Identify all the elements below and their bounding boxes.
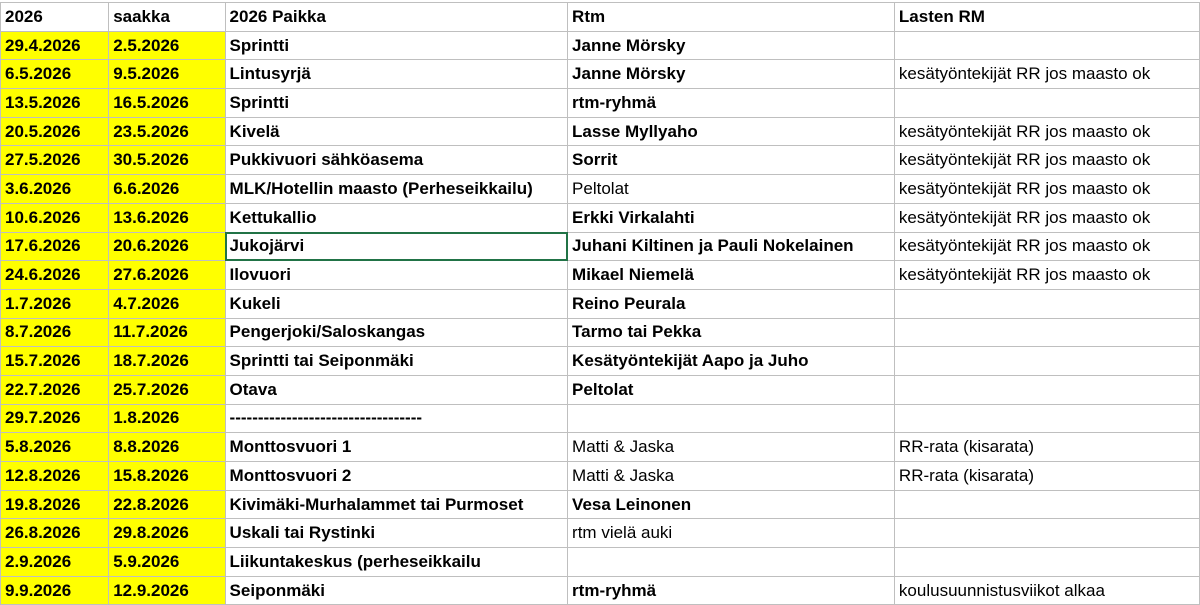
end-date-cell[interactable]: 5.9.2026 <box>109 548 225 577</box>
start-date-cell[interactable]: 27.5.2026 <box>1 146 109 175</box>
place-cell[interactable]: Uskali tai Rystinki <box>225 519 568 548</box>
start-date-cell[interactable]: 19.8.2026 <box>1 490 109 519</box>
end-date-cell[interactable]: 1.8.2026 <box>109 404 225 433</box>
start-date-cell[interactable]: 8.7.2026 <box>1 318 109 347</box>
table-row <box>1 375 1200 404</box>
end-date-cell[interactable]: 29.8.2026 <box>109 519 225 548</box>
place-cell[interactable]: Otava <box>225 375 568 404</box>
rtm-cell[interactable]: Lasse Myllyaho <box>568 117 895 146</box>
start-date-cell[interactable]: 29.4.2026 <box>1 31 109 60</box>
lasten-rm-cell[interactable]: kesätyöntekijät RR jos maasto ok <box>894 203 1199 232</box>
rtm-cell[interactable]: Matti & Jaska <box>568 462 895 491</box>
start-date-cell[interactable]: 6.5.2026 <box>1 60 109 89</box>
end-date-cell[interactable]: 2.5.2026 <box>109 31 225 60</box>
place-cell[interactable]: Ilovuori <box>225 261 568 290</box>
table-row <box>1 548 1200 577</box>
place-cell[interactable]: Sprintti tai Seiponmäki <box>225 347 568 376</box>
start-date-cell[interactable]: 26.8.2026 <box>1 519 109 548</box>
end-date-cell[interactable]: 8.8.2026 <box>109 433 225 462</box>
lasten-rm-cell[interactable]: kesätyöntekijät RR jos maasto ok <box>894 146 1199 175</box>
end-date-cell[interactable]: 20.6.2026 <box>109 232 225 261</box>
table-row <box>1 60 1200 89</box>
place-cell[interactable]: Lintusyrjä <box>225 60 568 89</box>
header-cell-place[interactable]: 2026 Paikka <box>225 3 568 32</box>
place-cell[interactable]: Sprintti <box>225 31 568 60</box>
rtm-cell[interactable]: Reino Peurala <box>568 289 895 318</box>
schedule-table <box>0 2 1200 605</box>
start-date-cell[interactable]: 17.6.2026 <box>1 232 109 261</box>
end-date-cell[interactable]: 16.5.2026 <box>109 89 225 118</box>
place-cell[interactable]: Pukkivuori sähköasema <box>225 146 568 175</box>
rtm-cell[interactable]: rtm-ryhmä <box>568 89 895 118</box>
header-row <box>1 3 1200 32</box>
lasten-rm-cell[interactable] <box>894 89 1199 118</box>
place-cell[interactable]: Liikuntakeskus (perheseikkailu <box>225 548 568 577</box>
end-date-cell[interactable]: 15.8.2026 <box>109 462 225 491</box>
place-cell[interactable]: MLK/Hotellin maasto (Perheseikkailu) <box>225 175 568 204</box>
table-row <box>1 433 1200 462</box>
place-cell[interactable]: Jukojärvi <box>225 232 568 261</box>
start-date-cell[interactable]: 22.7.2026 <box>1 375 109 404</box>
end-date-cell[interactable]: 13.6.2026 <box>109 203 225 232</box>
start-date-cell[interactable]: 5.8.2026 <box>1 433 109 462</box>
end-date-cell[interactable]: 6.6.2026 <box>109 175 225 204</box>
table-row <box>1 146 1200 175</box>
place-cell[interactable]: Pengerjoki/Saloskangas <box>225 318 568 347</box>
place-cell[interactable]: Seiponmäki <box>225 576 568 605</box>
start-date-cell[interactable]: 10.6.2026 <box>1 203 109 232</box>
rtm-cell[interactable]: Peltolat <box>568 175 895 204</box>
table-row <box>1 261 1200 290</box>
lasten-rm-cell[interactable] <box>894 490 1199 519</box>
rtm-cell[interactable] <box>568 404 895 433</box>
lasten-rm-cell[interactable] <box>894 548 1199 577</box>
start-date-cell[interactable]: 24.6.2026 <box>1 261 109 290</box>
end-date-cell[interactable]: 23.5.2026 <box>109 117 225 146</box>
start-date-cell[interactable]: 20.5.2026 <box>1 117 109 146</box>
rtm-cell[interactable]: Kesätyöntekijät Aapo ja Juho <box>568 347 895 376</box>
table-row <box>1 576 1200 605</box>
header-cell-start[interactable]: 2026 <box>1 3 109 32</box>
lasten-rm-cell[interactable]: kesätyöntekijät RR jos maasto ok <box>894 117 1199 146</box>
lasten-rm-cell[interactable] <box>894 404 1199 433</box>
rtm-cell[interactable]: rtm-ryhmä <box>568 576 895 605</box>
end-date-cell[interactable]: 30.5.2026 <box>109 146 225 175</box>
lasten-rm-cell[interactable] <box>894 375 1199 404</box>
rtm-cell[interactable]: Janne Mörsky <box>568 60 895 89</box>
header-cell-end[interactable]: saakka <box>109 3 225 32</box>
lasten-rm-cell[interactable] <box>894 347 1199 376</box>
start-date-cell[interactable]: 15.7.2026 <box>1 347 109 376</box>
table-row <box>1 31 1200 60</box>
rtm-cell[interactable]: rtm vielä auki <box>568 519 895 548</box>
lasten-rm-cell[interactable] <box>894 289 1199 318</box>
end-date-cell[interactable]: 12.9.2026 <box>109 576 225 605</box>
start-date-cell[interactable]: 3.6.2026 <box>1 175 109 204</box>
lasten-rm-cell[interactable]: RR-rata (kisarata) <box>894 433 1199 462</box>
start-date-cell[interactable]: 29.7.2026 <box>1 404 109 433</box>
rtm-cell[interactable]: Janne Mörsky <box>568 31 895 60</box>
header-cell-rtm[interactable]: Rtm <box>568 3 895 32</box>
table-row <box>1 117 1200 146</box>
rtm-cell[interactable]: Juhani Kiltinen ja Pauli Nokelainen <box>568 232 895 261</box>
end-date-cell[interactable]: 25.7.2026 <box>109 375 225 404</box>
place-cell[interactable]: Kivelä <box>225 117 568 146</box>
start-date-cell[interactable]: 9.9.2026 <box>1 576 109 605</box>
table-row <box>1 404 1200 433</box>
table-row <box>1 289 1200 318</box>
table-row <box>1 519 1200 548</box>
end-date-cell[interactable]: 22.8.2026 <box>109 490 225 519</box>
rtm-cell[interactable]: Mikael Niemelä <box>568 261 895 290</box>
place-cell[interactable]: Sprintti <box>225 89 568 118</box>
lasten-rm-cell[interactable]: RR-rata (kisarata) <box>894 462 1199 491</box>
rtm-cell[interactable]: Erkki Virkalahti <box>568 203 895 232</box>
lasten-rm-cell[interactable] <box>894 519 1199 548</box>
lasten-rm-cell[interactable]: kesätyöntekijät RR jos maasto ok <box>894 232 1199 261</box>
place-cell[interactable]: Kivimäki-Murhalammet tai Purmoset <box>225 490 568 519</box>
rtm-cell[interactable]: Vesa Leinonen <box>568 490 895 519</box>
table-row <box>1 232 1200 261</box>
rtm-cell[interactable]: Peltolat <box>568 375 895 404</box>
start-date-cell[interactable]: 13.5.2026 <box>1 89 109 118</box>
end-date-cell[interactable]: 4.7.2026 <box>109 289 225 318</box>
start-date-cell[interactable]: 12.8.2026 <box>1 462 109 491</box>
start-date-cell[interactable]: 1.7.2026 <box>1 289 109 318</box>
place-cell[interactable]: Kettukallio <box>225 203 568 232</box>
end-date-cell[interactable]: 11.7.2026 <box>109 318 225 347</box>
rtm-cell[interactable]: Sorrit <box>568 146 895 175</box>
lasten-rm-cell[interactable]: kesätyöntekijät RR jos maasto ok <box>894 175 1199 204</box>
lasten-rm-cell[interactable]: koulusuunnistusviikot alkaa <box>894 576 1199 605</box>
table-body <box>1 31 1200 605</box>
table-row <box>1 490 1200 519</box>
lasten-rm-cell[interactable] <box>894 318 1199 347</box>
lasten-rm-cell[interactable]: kesätyöntekijät RR jos maasto ok <box>894 60 1199 89</box>
rtm-cell[interactable] <box>568 548 895 577</box>
lasten-rm-cell[interactable]: kesätyöntekijät RR jos maasto ok <box>894 261 1199 290</box>
end-date-cell[interactable]: 18.7.2026 <box>109 347 225 376</box>
place-cell[interactable]: ---------------------------------- <box>225 404 568 433</box>
table-row <box>1 175 1200 204</box>
place-cell[interactable]: Kukeli <box>225 289 568 318</box>
table-row <box>1 89 1200 118</box>
header-cell-lasten-rm[interactable]: Lasten RM <box>894 3 1199 32</box>
rtm-cell[interactable]: Tarmo tai Pekka <box>568 318 895 347</box>
place-cell[interactable]: Monttosvuori 1 <box>225 433 568 462</box>
end-date-cell[interactable]: 9.5.2026 <box>109 60 225 89</box>
end-date-cell[interactable]: 27.6.2026 <box>109 261 225 290</box>
table-row <box>1 203 1200 232</box>
table-row <box>1 347 1200 376</box>
place-cell[interactable]: Monttosvuori 2 <box>225 462 568 491</box>
lasten-rm-cell[interactable] <box>894 31 1199 60</box>
rtm-cell[interactable]: Matti & Jaska <box>568 433 895 462</box>
start-date-cell[interactable]: 2.9.2026 <box>1 548 109 577</box>
table-row <box>1 318 1200 347</box>
table-row <box>1 462 1200 491</box>
